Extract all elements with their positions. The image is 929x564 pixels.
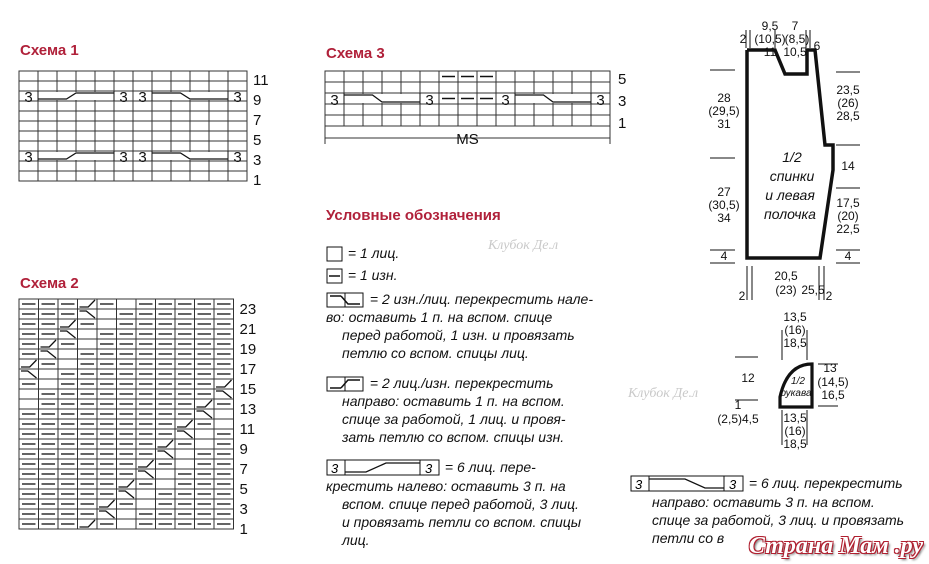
- back-label-2: спинки: [769, 168, 815, 184]
- dim-right-upper-2: (26): [837, 96, 859, 110]
- sleeve-label-2: рукава: [780, 388, 812, 399]
- legend-cross-right-2-text: = 2 лиц./изн. перекрестить: [369, 375, 554, 391]
- cross-stitch: [99, 500, 115, 507]
- legend-cross-left-2: [326, 290, 593, 362]
- row-number: 13: [239, 401, 257, 418]
- cross-stitch: [197, 411, 213, 418]
- svg-text:3: 3: [635, 477, 643, 493]
- watermark-1: Клубок Де.л: [488, 238, 559, 253]
- cable-label: 3: [119, 89, 128, 106]
- row-number: 21: [239, 321, 257, 338]
- sleeve-left-small-1: 1: [734, 398, 742, 412]
- cable-label: 3: [138, 149, 147, 166]
- dim-top1c: 11: [763, 45, 777, 59]
- cross-stitch: [80, 311, 96, 318]
- cross-left-6-symbol: [326, 459, 441, 477]
- legend-cross-left-6-cont-1: крестить налево: оставить 3 п. на: [326, 478, 566, 495]
- dim-right-mid: 14: [841, 159, 855, 173]
- scheme3-title: Схема 3: [326, 45, 385, 62]
- legend-cross-left-6: [326, 458, 581, 549]
- cross-stitch: [21, 360, 37, 367]
- legend-cross-left-6-cont-3: и провязать петли со вспом. спицы: [342, 514, 582, 531]
- dim-left-lower-2: (30,5): [708, 198, 740, 212]
- cable-label: 3: [501, 92, 510, 109]
- row-number: 3: [618, 93, 627, 110]
- legend-purl-text: = 1 изн.: [347, 267, 398, 283]
- cross-stitch: [177, 420, 193, 427]
- legend-cross-left-2-cont-1: во: оставить 1 п. на вспом. спице: [326, 309, 553, 326]
- cross-stitch: [138, 471, 154, 478]
- dim-bottom-side-right: 2: [825, 289, 833, 303]
- row-number: 15: [239, 381, 257, 398]
- scheme1-title: Схема 1: [20, 42, 79, 59]
- dim-left-lower-3: 34: [717, 211, 731, 225]
- cable-label: 3: [119, 149, 128, 166]
- pattern-back-diagram: [700, 10, 929, 310]
- dim-bottom-2: (23): [775, 283, 797, 297]
- sleeve-right-3: 16,5: [821, 388, 845, 402]
- cross-stitch: [177, 431, 193, 438]
- dim-right-lower-3: 22,5: [836, 222, 860, 236]
- cable-label: 3: [596, 92, 605, 109]
- dim-right-upper-1: 23,5: [836, 83, 860, 97]
- cross-stitch: [41, 340, 57, 347]
- cable-label: 3: [330, 92, 339, 109]
- cross-stitch: [216, 391, 232, 398]
- cross-stitch: [60, 320, 76, 327]
- sleeve-top-2: (16): [784, 323, 806, 337]
- dim-right-lower-2: (20): [837, 209, 859, 223]
- scheme2-grid: [18, 298, 278, 538]
- legend-knit: [326, 244, 399, 262]
- scheme1-grid: [18, 70, 278, 192]
- cross-right-2-symbol: [326, 376, 366, 392]
- dim-top1b: (10,5): [754, 32, 786, 46]
- dim-left-upper-1: 28: [717, 91, 731, 105]
- sleeve-right-1: 13: [823, 361, 837, 375]
- sleeve-bottom-1: 13,5: [783, 411, 807, 425]
- dim-bottom-3: 25,5: [801, 283, 825, 297]
- cable-label: 3: [138, 89, 147, 106]
- svg-text:3: 3: [729, 477, 737, 493]
- sleeve-top-1: 13,5: [783, 310, 807, 324]
- legend-cross-left-2-text: = 2 изн./лиц. перекрестить нале-: [369, 291, 594, 307]
- dim-right-lower-1: 17,5: [836, 196, 860, 210]
- legend-cross-left-6-cont-2: вспом. спице перед работой, 3 лиц.: [342, 496, 579, 513]
- sleeve-left-small-2: (2,5)4,5: [717, 412, 759, 426]
- row-number: 3: [239, 501, 248, 518]
- back-label-3: и левая: [765, 187, 815, 203]
- scheme3-grid: [324, 70, 644, 165]
- row-number: 9: [253, 92, 262, 109]
- row-number: 1: [253, 172, 262, 189]
- back-label-1: 1/2: [782, 149, 802, 165]
- cross-stitch: [60, 331, 76, 338]
- cross-stitch: [80, 300, 96, 307]
- cross-stitch: [80, 520, 96, 527]
- knit-symbol: [326, 246, 344, 262]
- cable-label: 3: [425, 92, 434, 109]
- cross-stitch: [216, 380, 232, 387]
- sleeve-bottom-2: (16): [784, 424, 806, 438]
- row-number: 1: [239, 521, 248, 538]
- cable-label: 3: [233, 89, 242, 106]
- row-number: 5: [618, 71, 627, 88]
- legend-cross-left-6-text: = 6 лиц. пере-: [444, 459, 536, 475]
- svg-text:3: 3: [425, 461, 433, 477]
- cross-stitch: [119, 491, 135, 498]
- cross-stitch: [197, 400, 213, 407]
- cross-stitch: [21, 371, 37, 378]
- row-number: 23: [239, 301, 257, 318]
- dim-left-lower-1: 27: [717, 185, 731, 199]
- legend-cross-left-2-cont-3: петлю со вспом. спицы лиц.: [342, 345, 529, 362]
- cross-stitch: [41, 351, 57, 358]
- dim-top2b: (8,5): [784, 32, 810, 46]
- site-watermark: Страна Мам .ру: [748, 533, 923, 559]
- row-number: 11: [253, 72, 269, 89]
- watermark-2: Клубок Де.л: [628, 386, 699, 401]
- sleeve-right-2: (14,5): [817, 375, 849, 389]
- legend-cross-left-2-cont-2: перед работой, 1 изн. и провязать: [342, 327, 575, 344]
- scheme2-title: Схема 2: [20, 275, 79, 292]
- legend-cross-right-6-cont-1: направо: оставить 3 п. на вспом.: [652, 494, 875, 511]
- purl-symbol: [326, 268, 344, 284]
- pattern-sleeve-diagram: [700, 310, 929, 460]
- dim-bottom-left: 4: [720, 249, 728, 263]
- dim-top-left: 2: [739, 32, 747, 46]
- legend-cross-right-6-cont-3: петли со в: [652, 530, 725, 547]
- row-number: 11: [239, 421, 256, 438]
- legend-cross-right-6-cont-2: спице за работой, 3 лиц. и провязать: [652, 512, 905, 529]
- cross-stitch: [119, 480, 135, 487]
- dim-right-upper-3: 28,5: [836, 109, 860, 123]
- cable-label: 3: [24, 149, 33, 166]
- legend-cross-right-2-cont-3: зать петлю со вспом. спицы изн.: [342, 429, 565, 446]
- dim-left-upper-2: (29,5): [708, 104, 740, 118]
- dim-bottom-side-left: 2: [738, 289, 746, 303]
- legend-cross-right-2-cont-1: направо: оставить 1 п. на вспом.: [342, 393, 565, 410]
- sleeve-bottom-3: 18,5: [783, 437, 807, 451]
- cross-stitch: [138, 460, 154, 467]
- legend-title: Условные обозначения: [326, 207, 501, 224]
- row-number: 17: [239, 361, 257, 378]
- legend-cross-left-6-cont-4: лиц.: [342, 532, 370, 549]
- cable-label: 3: [233, 149, 242, 166]
- row-number: 7: [239, 461, 248, 478]
- legend-cross-right-6-text: = 6 лиц. перекрестить: [748, 475, 903, 491]
- row-number: 1: [618, 115, 627, 132]
- legend-cross-right-2-cont-2: спице за работой, 1 лиц. и провя-: [342, 411, 566, 428]
- dim-bottom-right: 4: [844, 249, 852, 263]
- row-number: 5: [239, 481, 248, 498]
- back-label-4: полочка: [764, 206, 816, 222]
- row-number: 9: [239, 441, 248, 458]
- dim-top1: 9,5: [761, 19, 779, 33]
- ms-label: MS: [456, 131, 479, 148]
- dim-bottom-1: 20,5: [774, 269, 798, 283]
- cross-stitch: [158, 440, 174, 447]
- sleeve-left: 12: [741, 371, 755, 385]
- row-number: 7: [253, 112, 262, 129]
- row-number: 5: [253, 132, 262, 149]
- dim-top2c: 10,5: [783, 45, 807, 59]
- dim-top-right: 6: [813, 39, 821, 53]
- cross-right-6-symbol: [630, 475, 745, 493]
- cross-stitch: [99, 511, 115, 518]
- sleeve-label-1: 1/2: [791, 376, 805, 387]
- cross-stitch: [158, 451, 174, 458]
- sleeve-top-3: 18,5: [783, 336, 807, 350]
- dim-top2: 7: [791, 19, 799, 33]
- row-number: 3: [253, 152, 262, 169]
- legend-knit-text: = 1 лиц.: [347, 245, 400, 261]
- dim-left-upper-3: 31: [717, 117, 731, 131]
- svg-text:3: 3: [331, 461, 339, 477]
- cross-left-2-symbol: [326, 292, 366, 308]
- legend-cross-right-2: [326, 374, 566, 446]
- row-number: 19: [239, 341, 257, 358]
- legend-purl: [326, 266, 398, 284]
- cable-label: 3: [24, 89, 33, 106]
